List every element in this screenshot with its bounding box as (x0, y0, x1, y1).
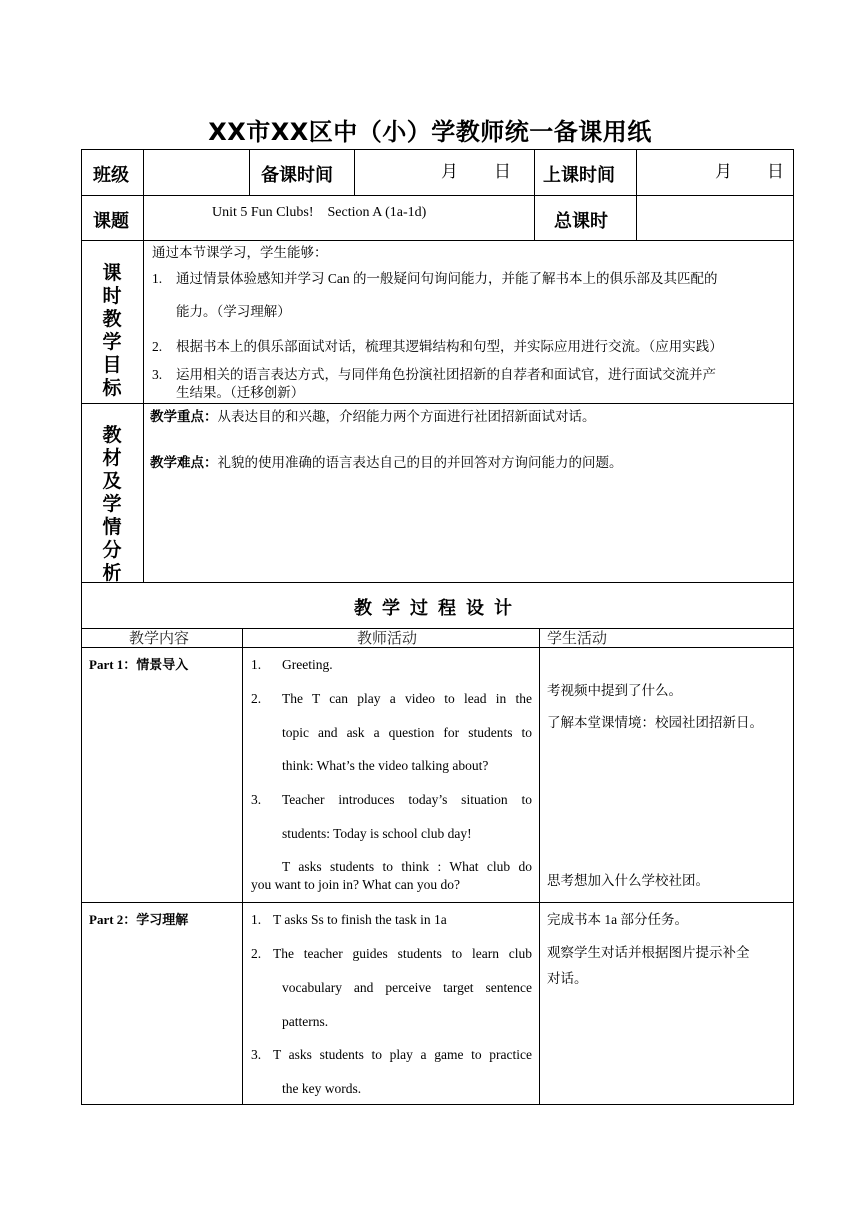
objective-3-line1: 运用相关的语言表达方式，与同伴角色扮演社团招新的自荐者和面试官，进行面试交流并产 (176, 367, 716, 382)
key-point-text: 从表达目的和兴趣，介绍能力两个方面进行社团招新面试对话。 (217, 409, 596, 424)
part-2-teacher-2-line3: patterns. (282, 1014, 329, 1029)
part-1-teacher-extra-line1: T asks students to think : What club do (282, 859, 532, 874)
objective-1-line2: 能力。（学习理解） (176, 304, 291, 319)
objective-1-line1: 通过情景体验感知并学习 Can 的一般疑问句询问能力，并能了解书本上的俱乐部及其匹配的 (176, 271, 718, 286)
col-content-header: 教学内容 (129, 629, 190, 647)
class-time-label: 上课时间 (543, 165, 615, 186)
difficult-point-label: 教学难点： (150, 455, 218, 470)
part-1-teacher-1-line: Greeting. (282, 657, 333, 672)
key-point-label: 教学重点： (150, 409, 218, 424)
part-1-teacher-1-num: 1. (251, 657, 262, 672)
analysis-label (97, 424, 127, 585)
part-1-student-2: 了解本堂课情境：校园社团招新日。 (547, 715, 763, 730)
part-2-teacher-1-num: 1. (251, 912, 262, 927)
part-1-student-3: 思考想加入什么学校社团。 (547, 873, 709, 888)
topic-value: Unit 5 Fun Clubs! Section A (1a-1d) (212, 205, 427, 220)
objectives-label (97, 262, 127, 400)
col-student-header: 学生活动 (547, 629, 608, 647)
objective-1-num: 1. (152, 271, 163, 286)
part-2-student-3: 对话。 (547, 971, 588, 986)
key-point (150, 408, 596, 426)
prep-day: 日 (494, 162, 511, 182)
part-1-teacher-2-line2: topic and ask a question for students to (282, 725, 532, 740)
part-1-name: Part 1：情景导入 (89, 657, 189, 672)
difficult-point (150, 454, 623, 472)
topic-label: 课题 (93, 211, 129, 232)
part-2-teacher-2-line2: vocabulary and perceive target sentence (282, 980, 532, 995)
part-1-teacher-extra-line2: you want to join in? What can you do? (251, 877, 460, 892)
part-2-teacher-1-line: T asks Ss to finish the task in 1a (273, 912, 447, 927)
part-2-student-2: 观察学生对话并根据图片提示补全 (547, 945, 750, 960)
prep-time-label: 备课时间 (261, 165, 333, 186)
part-2-student-1: 完成书本 1a 部分任务。 (547, 912, 688, 927)
part-1-student-1: 考视频中提到了什么。 (547, 683, 682, 698)
page-title: XX市XX区中（小）学教师统一备课用纸 (208, 118, 652, 146)
part-1-teacher-3-line2: students: Today is school club day! (282, 826, 472, 841)
objective-2-line1: 根据书本上的俱乐部面试对话，梳理其逻辑结构和句型，并实际应用进行交流。（应用实践） (176, 339, 723, 354)
class-day: 日 (767, 162, 784, 182)
part-1-teacher-2-line1: The T can play a video to lead in the (282, 691, 532, 706)
objective-3-line2: 生结果。（迁移创新） (176, 385, 305, 400)
part-2-teacher-2-num: 2. (251, 946, 262, 961)
part-2-teacher-3-line2: the key words. (282, 1081, 362, 1096)
difficult-point-text: 礼貌的使用准确的语言表达自己的目的并回答对方询问能力的问题。 (217, 455, 623, 470)
part-2-name: Part 2：学习理解 (89, 912, 189, 927)
class-label: 班级 (93, 165, 129, 186)
analysis-label-text: 教材及学情分析 (102, 424, 122, 584)
part-1-teacher-2-line3: think: What’s the video talking about? (282, 758, 489, 773)
class-month: 月 (715, 162, 732, 182)
part-1-teacher-3-line1: Teacher introduces today’s situation to (282, 792, 532, 807)
part-2-teacher-3-num: 3. (251, 1047, 262, 1062)
prep-month: 月 (441, 162, 458, 182)
part-1-teacher-2-num: 2. (251, 691, 262, 706)
objectives-intro: 通过本节课学习，学生能够： (152, 245, 328, 260)
objective-3-num: 3. (152, 367, 163, 382)
total-hours-label: 总课时 (554, 211, 608, 232)
col-teacher-header: 教师活动 (357, 629, 418, 647)
part-2-teacher-2-line1: The teacher guides students to learn club (273, 946, 532, 961)
objective-2-num: 2. (152, 339, 163, 354)
part-2-teacher-3-line1: T asks students to play a game to practice (273, 1047, 532, 1062)
process-title: 教学过程设计 (354, 598, 522, 619)
part-1-teacher-3-num: 3. (251, 792, 262, 807)
objectives-label-text: 课时教学目标 (102, 262, 122, 399)
